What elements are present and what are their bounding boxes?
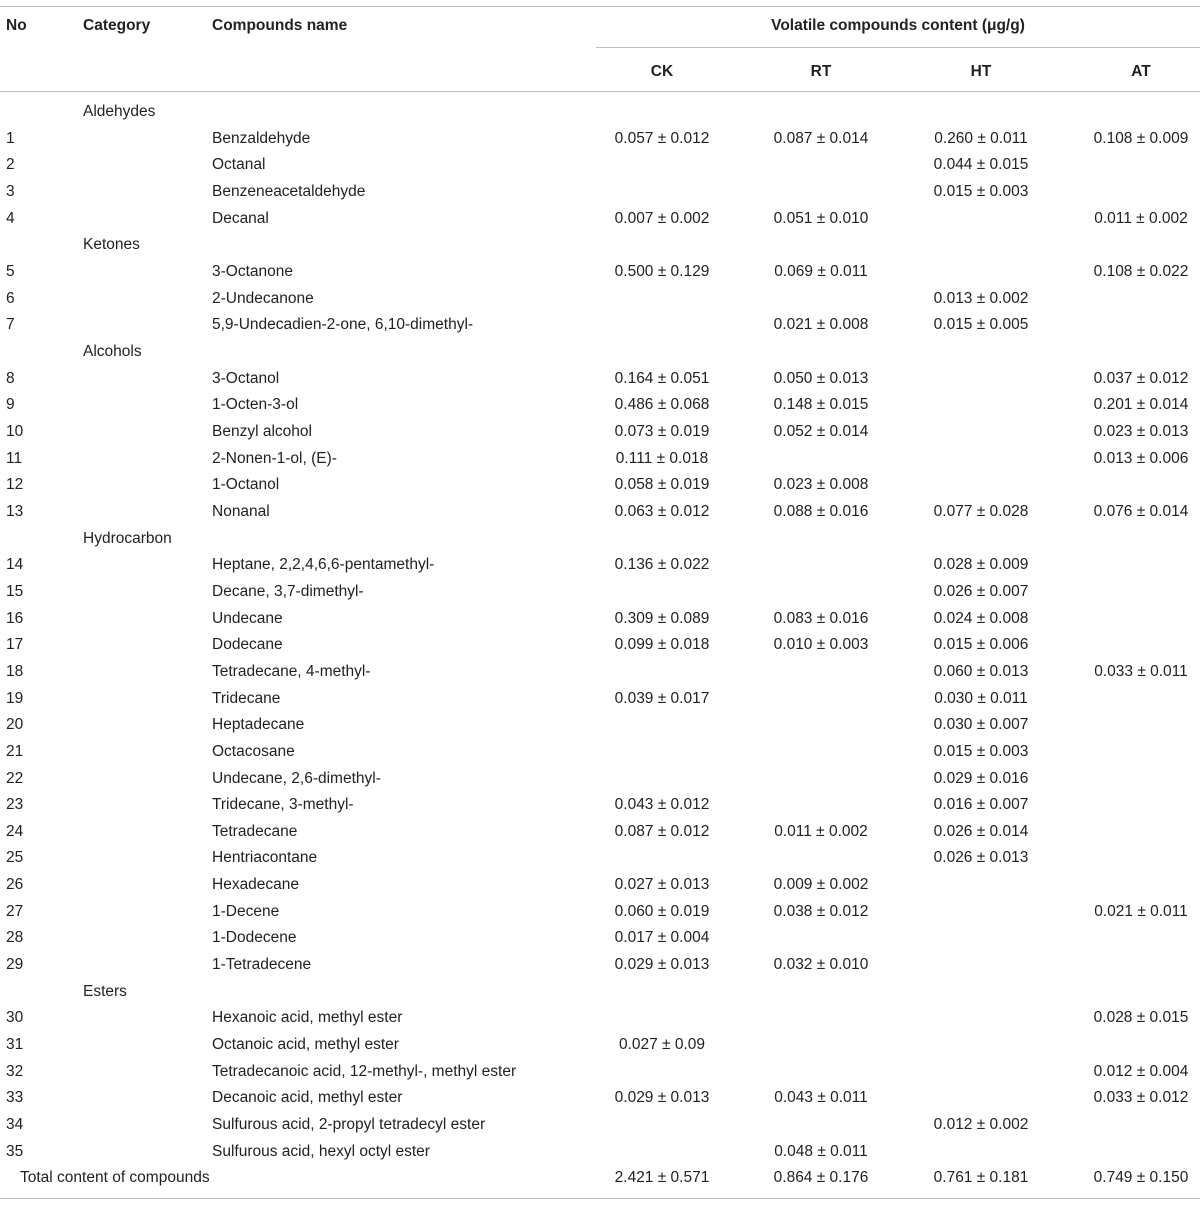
compound-name: Octanal [212,156,266,173]
row-number: 27 [6,903,24,920]
compound-name: Decanal [212,210,269,227]
value-at: 0.033 ± 0.012 [1093,1089,1189,1106]
value-ht: 0.015 ± 0.003 [933,743,1029,760]
value-rt: 0.069 ± 0.011 [774,263,868,280]
value-rt: 0.011 ± 0.002 [774,823,868,840]
compound-name: 1-Dodecene [212,929,297,946]
row-number: 3 [6,183,15,200]
value-ht: 0.015 ± 0.006 [933,636,1029,653]
row-number: 1 [6,130,15,147]
row-number: 13 [6,503,24,520]
value-ht: 0.044 ± 0.015 [933,156,1029,173]
value-at: 0.011 ± 0.002 [1094,210,1188,227]
value-ht: 0.260 ± 0.011 [934,130,1028,147]
value-ck: 0.029 ± 0.013 [614,1089,710,1106]
value-ht: 0.015 ± 0.003 [933,183,1029,200]
header-ck: CK [650,63,674,80]
value-rt: 0.148 ± 0.015 [773,396,869,413]
row-number: 19 [6,690,24,707]
compound-name: Undecane [212,610,283,627]
value-ht: 0.026 ± 0.007 [933,583,1029,600]
compound-name: 2-Undecanone [212,290,314,307]
row-number: 16 [6,610,24,627]
value-ck: 0.027 ± 0.013 [614,876,710,893]
value-ht: 0.060 ± 0.013 [933,663,1029,680]
value-ck: 0.027 ± 0.09 [618,1036,706,1053]
compound-name: 3-Octanone [212,263,293,280]
value-ht: 0.026 ± 0.014 [933,823,1029,840]
header-at: AT [1131,63,1151,80]
value-ht: 0.030 ± 0.011 [934,690,1028,707]
compound-name: Tetradecane, 4-methyl- [212,663,371,680]
value-ck: 0.029 ± 0.013 [614,956,710,973]
value-ht: 0.026 ± 0.013 [933,849,1029,866]
row-number: 15 [6,583,24,600]
row-number: 25 [6,849,24,866]
compound-name: Decanoic acid, methyl ester [212,1089,403,1106]
compound-name: 1-Tetradecene [212,956,312,973]
value-rt: 0.052 ± 0.014 [773,423,869,440]
group-rule [596,47,1200,48]
compound-name: Sulfurous acid, hexyl octyl ester [212,1143,430,1160]
value-at: 0.076 ± 0.014 [1093,503,1189,520]
row-number: 31 [6,1036,24,1053]
row-number: 29 [6,956,24,973]
row-number: 7 [6,316,15,333]
compound-name: Benzaldehyde [212,130,311,147]
value-ck: 0.007 ± 0.002 [614,210,710,227]
compound-name: Benzeneacetaldehyde [212,183,366,200]
value-at: 0.201 ± 0.014 [1093,396,1189,413]
value-ck: 0.073 ± 0.019 [614,423,710,440]
value-at: 0.028 ± 0.015 [1093,1009,1189,1026]
value-ht: 0.761 ± 0.181 [933,1169,1029,1186]
value-at: 0.013 ± 0.006 [1093,450,1189,467]
row-number: 6 [6,290,15,307]
row-number: 20 [6,716,24,733]
compound-name: Undecane, 2,6-dimethyl- [212,770,381,787]
header-bottom-rule [0,91,1200,92]
value-ht: 0.013 ± 0.002 [933,290,1029,307]
value-ht: 0.024 ± 0.008 [933,610,1029,627]
value-rt: 0.038 ± 0.012 [773,903,869,920]
value-rt: 0.032 ± 0.010 [773,956,869,973]
total-label: Total content of compounds [20,1169,210,1186]
category-label: Aldehydes [83,103,156,120]
compound-name: 2-Nonen-1-ol, (E)- [212,450,337,467]
value-rt: 0.864 ± 0.176 [773,1169,869,1186]
compound-name: Benzyl alcohol [212,423,312,440]
value-ck: 0.060 ± 0.019 [614,903,710,920]
row-number: 26 [6,876,24,893]
compound-name: Hexanoic acid, methyl ester [212,1009,403,1026]
value-ck: 0.087 ± 0.012 [614,823,710,840]
value-ck: 0.111 ± 0.018 [615,450,709,467]
bottom-rule [0,1198,1200,1199]
compound-name: 5,9-Undecadien-2-one, 6,10-dimethyl- [212,316,474,333]
value-at: 0.023 ± 0.013 [1093,423,1189,440]
header-content-group: Volatile compounds content (μg/g) [771,17,1025,34]
row-number: 22 [6,770,24,787]
category-label: Hydrocarbon [83,530,172,547]
value-ht: 0.077 ± 0.028 [933,503,1029,520]
row-number: 5 [6,263,15,280]
header-no: No [6,17,27,34]
category-label: Esters [83,983,127,1000]
header-ht: HT [970,63,992,80]
row-number: 4 [6,210,15,227]
row-number: 14 [6,556,24,573]
value-ht: 0.030 ± 0.007 [933,716,1029,733]
value-at: 0.108 ± 0.022 [1093,263,1189,280]
value-at: 0.033 ± 0.011 [1094,663,1188,680]
value-rt: 0.051 ± 0.010 [773,210,869,227]
compound-name: Hexadecane [212,876,300,893]
value-rt: 0.050 ± 0.013 [773,370,869,387]
value-ck: 0.043 ± 0.012 [614,796,710,813]
value-ht: 0.012 ± 0.002 [933,1116,1029,1133]
value-at: 0.108 ± 0.009 [1093,130,1189,147]
header-compound-name: Compounds name [212,17,348,34]
row-number: 35 [6,1143,24,1160]
compound-name: 1-Octen-3-ol [212,396,299,413]
value-ck: 0.309 ± 0.089 [614,610,710,627]
value-at: 0.012 ± 0.004 [1093,1063,1189,1080]
row-number: 32 [6,1063,24,1080]
top-rule [0,6,1200,7]
compound-name: Hentriacontane [212,849,318,866]
row-number: 18 [6,663,24,680]
compound-name: Tridecane, 3-methyl- [212,796,354,813]
row-number: 21 [6,743,24,760]
value-rt: 0.023 ± 0.008 [773,476,869,493]
value-rt: 0.009 ± 0.002 [773,876,869,893]
value-ck: 0.136 ± 0.022 [614,556,710,573]
row-number: 2 [6,156,15,173]
value-ck: 0.017 ± 0.004 [614,929,710,946]
value-ck: 0.063 ± 0.012 [614,503,710,520]
row-number: 10 [6,423,24,440]
header-rt: RT [810,63,832,80]
value-ck: 0.164 ± 0.051 [614,370,710,387]
compound-name: Heptane, 2,2,4,6,6-pentamethyl- [212,556,435,573]
header-category: Category [83,17,151,34]
compound-name: Sulfurous acid, 2-propyl tetradecyl ester [212,1116,486,1133]
value-ht: 0.029 ± 0.016 [933,770,1029,787]
compound-name: Heptadecane [212,716,305,733]
row-number: 34 [6,1116,24,1133]
value-rt: 0.048 ± 0.011 [774,1143,868,1160]
value-ck: 0.057 ± 0.012 [614,130,710,147]
value-rt: 0.087 ± 0.014 [773,130,869,147]
row-number: 12 [6,476,24,493]
row-number: 23 [6,796,24,813]
compound-name: Nonanal [212,503,270,520]
compound-name: 1-Octanol [212,476,280,493]
value-ck: 0.486 ± 0.068 [614,396,710,413]
compound-name: Octanoic acid, methyl ester [212,1036,399,1053]
value-ck: 2.421 ± 0.571 [614,1169,710,1186]
compound-name: Tetradecane [212,823,298,840]
category-label: Ketones [83,236,140,253]
value-ht: 0.015 ± 0.005 [933,316,1029,333]
row-number: 33 [6,1089,24,1106]
compound-name: Tridecane [212,690,281,707]
value-ck: 0.058 ± 0.019 [614,476,710,493]
value-rt: 0.043 ± 0.011 [774,1089,868,1106]
value-rt: 0.010 ± 0.003 [773,636,869,653]
compound-name: Tetradecanoic acid, 12-methyl-, methyl ester [212,1063,517,1080]
value-rt: 0.021 ± 0.008 [773,316,869,333]
value-ht: 0.028 ± 0.009 [933,556,1029,573]
value-ck: 0.039 ± 0.017 [614,690,710,707]
row-number: 28 [6,929,24,946]
row-number: 8 [6,370,15,387]
category-label: Alcohols [83,343,142,360]
value-at: 0.037 ± 0.012 [1093,370,1189,387]
value-at: 0.021 ± 0.011 [1094,903,1188,920]
value-at: 0.749 ± 0.150 [1093,1169,1189,1186]
value-ck: 0.500 ± 0.129 [614,263,710,280]
compound-name: 1-Decene [212,903,280,920]
value-ck: 0.099 ± 0.018 [614,636,710,653]
compound-name: Octacosane [212,743,295,760]
row-number: 17 [6,636,24,653]
value-rt: 0.088 ± 0.016 [773,503,869,520]
value-rt: 0.083 ± 0.016 [773,610,869,627]
row-number: 30 [6,1009,24,1026]
compound-name: 3-Octanol [212,370,280,387]
compound-name: Decane, 3,7-dimethyl- [212,583,364,600]
value-ht: 0.016 ± 0.007 [933,796,1029,813]
row-number: 9 [6,396,15,413]
row-number: 24 [6,823,24,840]
row-number: 11 [6,450,23,467]
compound-name: Dodecane [212,636,283,653]
